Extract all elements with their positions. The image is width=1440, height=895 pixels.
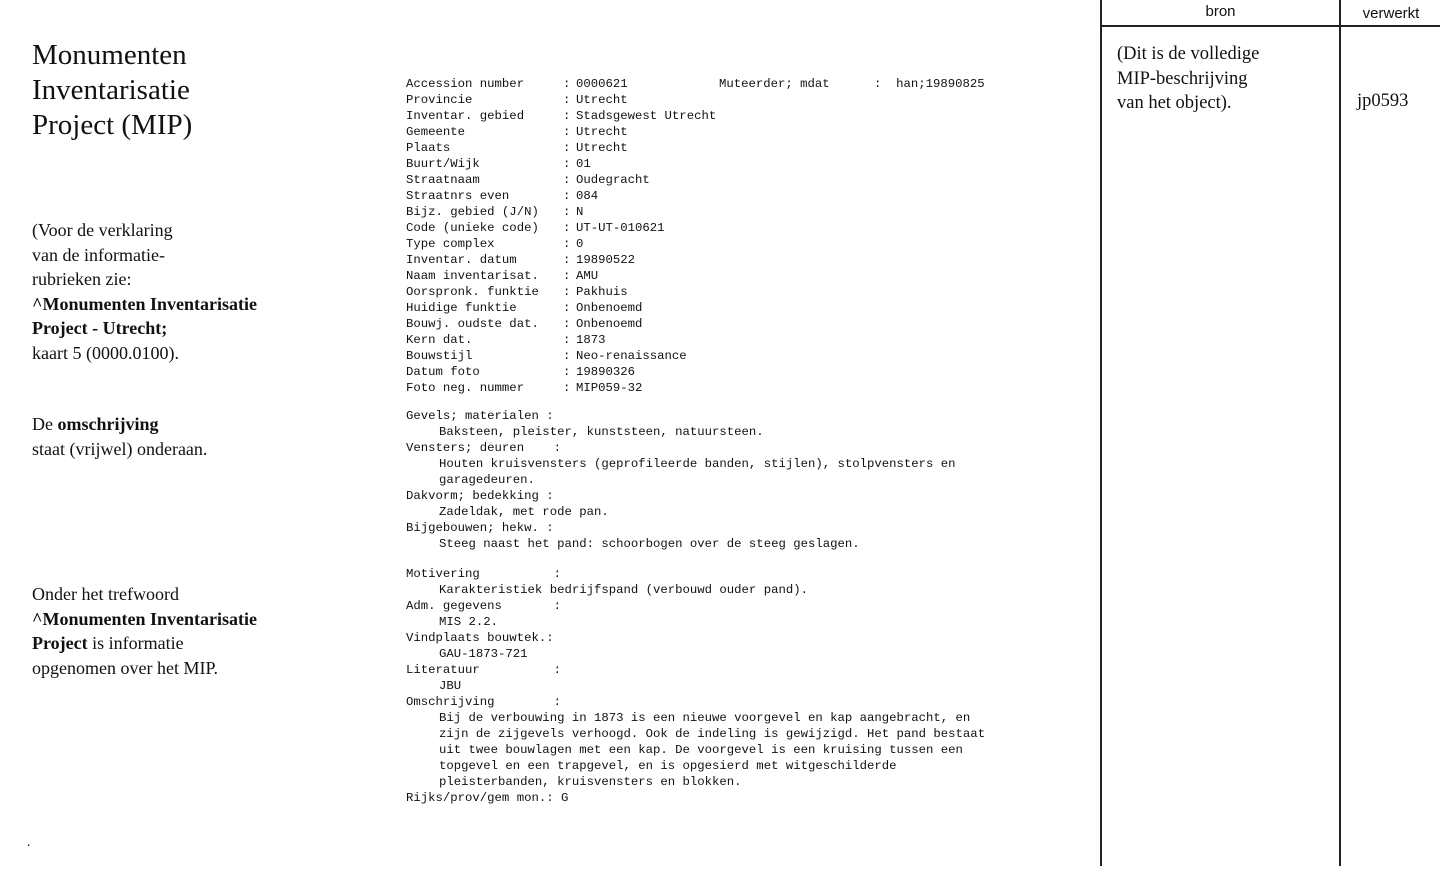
section-heading: Motivering : xyxy=(406,567,561,581)
field-colon: : xyxy=(563,237,571,251)
field-label: Accession number xyxy=(406,77,525,91)
description-note xyxy=(32,412,332,461)
record-field xyxy=(406,172,1086,188)
field-label: Bijz. gebied (J/N) xyxy=(406,205,539,219)
column-rule xyxy=(1100,0,1102,866)
field-value: 0 xyxy=(576,237,584,251)
note-text: De xyxy=(32,414,58,434)
record-field xyxy=(406,92,1086,108)
record-field xyxy=(406,348,1086,364)
field-label: Huidige funktie xyxy=(406,301,517,315)
section-line: Houten kruisvensters (geprofileerde banden, stijlen), stolpvensters en xyxy=(439,457,956,471)
note-line: kaart 5 (0000.0100). xyxy=(32,342,179,363)
record-fields xyxy=(406,76,1086,396)
field-value: 01 xyxy=(576,157,591,171)
field-colon: : xyxy=(563,141,571,155)
section-line: Karakteristiek bedrijfspand (verbouwd ouder pand). xyxy=(439,583,808,597)
field-value: 0000621 xyxy=(576,77,628,91)
field-colon: : xyxy=(563,93,571,107)
field-value: Utrecht xyxy=(576,93,628,107)
title-line: Monumenten xyxy=(32,39,187,71)
section-line: topgevel en een trapgevel, en is opgesierd met witgeschilderde xyxy=(439,759,897,773)
field-value: MIP059-32 xyxy=(576,381,643,395)
record-field xyxy=(406,220,1086,236)
section-line: garagedeuren. xyxy=(439,473,535,487)
section-heading: Bijgebouwen; hekw. : xyxy=(406,521,554,535)
section-line: pleisterbanden, kruisvensters en blokken. xyxy=(439,775,742,789)
source-note-line: (Dit is de volledige xyxy=(1117,44,1260,64)
section-line: Baksteen, pleister, kunststeen, natuursteen. xyxy=(439,425,764,439)
stray-mark: . xyxy=(27,835,31,850)
field-value: 19890326 xyxy=(576,365,636,379)
section-line: Bij de verbouwing in 1873 is een nieuwe voorgevel en kap aangebracht, en xyxy=(439,711,971,725)
field-colon: : xyxy=(563,285,571,299)
section-line: MIS 2.2. xyxy=(439,615,499,629)
field-value: Onbenoemd xyxy=(576,301,643,315)
field-label: Bouwstijl xyxy=(406,349,473,363)
record-field xyxy=(406,332,1086,348)
source-note xyxy=(1117,42,1332,116)
reference-note xyxy=(32,218,332,365)
header-rule xyxy=(1100,25,1440,27)
field-colon: : xyxy=(563,253,571,267)
field-label: Type complex xyxy=(406,237,495,251)
field-value: 1873 xyxy=(576,333,606,347)
field-colon: : xyxy=(563,301,571,315)
section-body xyxy=(406,504,1086,520)
section-line: Steeg naast het pand: schoorbogen over de steeg geslagen. xyxy=(439,537,860,551)
reference-term: Project - Utrecht; xyxy=(32,318,168,338)
field-value: AMU xyxy=(576,269,599,283)
field-label: Gemeente xyxy=(406,125,466,139)
record-field xyxy=(406,380,1086,396)
record-field xyxy=(406,108,1086,124)
field-label: Foto neg. nummer xyxy=(406,381,525,395)
section-body xyxy=(406,582,1086,598)
column-header-verwerkt: verwerkt xyxy=(1362,5,1420,22)
processed-code: jp0593 xyxy=(1357,91,1409,111)
field-label: Oorspronk. funktie xyxy=(406,285,539,299)
section-body xyxy=(406,646,1086,662)
section-heading: Adm. gegevens : xyxy=(406,599,561,613)
record-field xyxy=(406,140,1086,156)
field-label: Inventar. gebied xyxy=(406,109,525,123)
field-colon: : xyxy=(563,205,571,219)
section-body xyxy=(406,536,1086,552)
field-value: Pakhuis xyxy=(576,285,628,299)
record-field xyxy=(406,284,1086,300)
record-field xyxy=(406,364,1086,380)
field-colon: : xyxy=(563,317,571,331)
keyword-term: Project xyxy=(32,633,88,653)
record-field xyxy=(406,316,1086,332)
field-label: Muteerder; mdat xyxy=(719,77,830,91)
field-colon: : xyxy=(563,157,571,171)
field-colon: : xyxy=(563,333,571,347)
field-colon: : xyxy=(563,221,571,235)
section-heading: Dakvorm; bedekking : xyxy=(406,489,554,503)
record-field xyxy=(406,124,1086,140)
title-line: Inventarisatie xyxy=(32,74,190,106)
mip-record xyxy=(406,76,1086,806)
section-body xyxy=(406,456,1086,488)
field-colon: : xyxy=(563,381,571,395)
section-heading: Gevels; materialen : xyxy=(406,409,554,423)
note-line: (Voor de verklaring xyxy=(32,220,173,240)
monument-status-line: Rijks/prov/gem mon.: G xyxy=(406,791,569,805)
record-field xyxy=(406,204,1086,220)
field-colon: : xyxy=(563,189,571,203)
section-line: zijn de zijgevels verhoogd. Ook de indeling is gewijzigd. Het pand bestaat xyxy=(439,727,986,741)
field-value: han;19890825 xyxy=(896,77,985,91)
column-header-bron: bron xyxy=(1205,3,1236,20)
field-value: Utrecht xyxy=(576,125,628,139)
emphasis-term: omschrijving xyxy=(57,414,159,434)
record-field xyxy=(406,188,1086,204)
field-colon: : xyxy=(563,109,571,123)
left-column xyxy=(32,38,332,678)
field-value: Neo-renaissance xyxy=(576,349,687,363)
field-colon: : xyxy=(563,125,571,139)
reference-term: ^Monumenten Inventarisatie xyxy=(32,293,257,314)
section-body xyxy=(406,678,1086,694)
section-line: JBU xyxy=(439,679,462,693)
note-line: van de informatie- xyxy=(32,244,165,265)
record-field xyxy=(406,300,1086,316)
keyword-note xyxy=(32,582,332,680)
record-sections-building xyxy=(406,408,1086,552)
section-line: Zadeldak, met rode pan. xyxy=(439,505,609,519)
record-field xyxy=(406,156,1086,172)
source-note-line: MIP-beschrijving xyxy=(1117,68,1248,89)
field-label: Straatnaam xyxy=(406,173,480,187)
note-line: rubrieken zie: xyxy=(32,269,132,289)
field-label: Bouwj. oudste dat. xyxy=(406,317,539,331)
field-label: Kern dat. xyxy=(406,333,473,347)
field-label: Datum foto xyxy=(406,365,480,379)
field-colon: : xyxy=(563,173,571,187)
field-colon: : xyxy=(563,269,571,283)
muteerder-field xyxy=(719,76,985,92)
field-value: 19890522 xyxy=(576,253,636,267)
field-value: Onbenoemd xyxy=(576,317,643,331)
field-label: Buurt/Wijk xyxy=(406,157,480,171)
keyword-term: ^Monumenten Inventarisatie xyxy=(32,608,257,629)
title-line: Project (MIP) xyxy=(32,109,193,141)
field-value: 084 xyxy=(576,189,599,203)
field-colon: : xyxy=(563,77,571,91)
section-line: GAU-1873-721 xyxy=(439,647,528,661)
document-title xyxy=(32,38,332,143)
source-note-line: van het object). xyxy=(1117,93,1232,113)
field-label: Inventar. datum xyxy=(406,253,517,267)
field-value: Oudegracht xyxy=(576,173,650,187)
note-line: staat (vrijwel) onderaan. xyxy=(32,438,208,459)
section-body xyxy=(406,424,1086,440)
field-colon: : xyxy=(563,349,571,363)
field-colon: : xyxy=(563,365,571,379)
note-line: opgenomen over het MIP. xyxy=(32,657,218,678)
field-value: Stadsgewest Utrecht xyxy=(576,109,717,123)
section-body xyxy=(406,614,1086,630)
field-label: Code (unieke code) xyxy=(406,221,539,235)
note-text: is informatie xyxy=(87,633,184,653)
field-value: N xyxy=(576,205,584,219)
section-body xyxy=(406,710,1086,790)
section-heading: Vensters; deuren : xyxy=(406,441,561,455)
section-heading: Literatuur : xyxy=(406,663,561,677)
field-label: Naam inventarisat. xyxy=(406,269,539,283)
record-sections-notes xyxy=(406,566,1086,790)
column-rule xyxy=(1339,0,1341,866)
section-line: uit twee bouwlagen met een kap. De voorgevel is een kruising tussen een xyxy=(439,743,963,757)
section-heading: Omschrijving : xyxy=(406,695,561,709)
field-label: Straatnrs even xyxy=(406,189,510,203)
field-value: UT-UT-010621 xyxy=(576,221,665,235)
record-field xyxy=(406,236,1086,252)
record-field xyxy=(406,76,1086,92)
field-colon: : xyxy=(829,77,897,91)
section-heading: Vindplaats bouwtek.: xyxy=(406,631,554,645)
record-field xyxy=(406,268,1086,284)
field-label: Plaats xyxy=(406,141,451,155)
note-line: Onder het trefwoord xyxy=(32,584,179,604)
field-value: Utrecht xyxy=(576,141,628,155)
record-field xyxy=(406,252,1086,268)
field-label: Provincie xyxy=(406,93,473,107)
